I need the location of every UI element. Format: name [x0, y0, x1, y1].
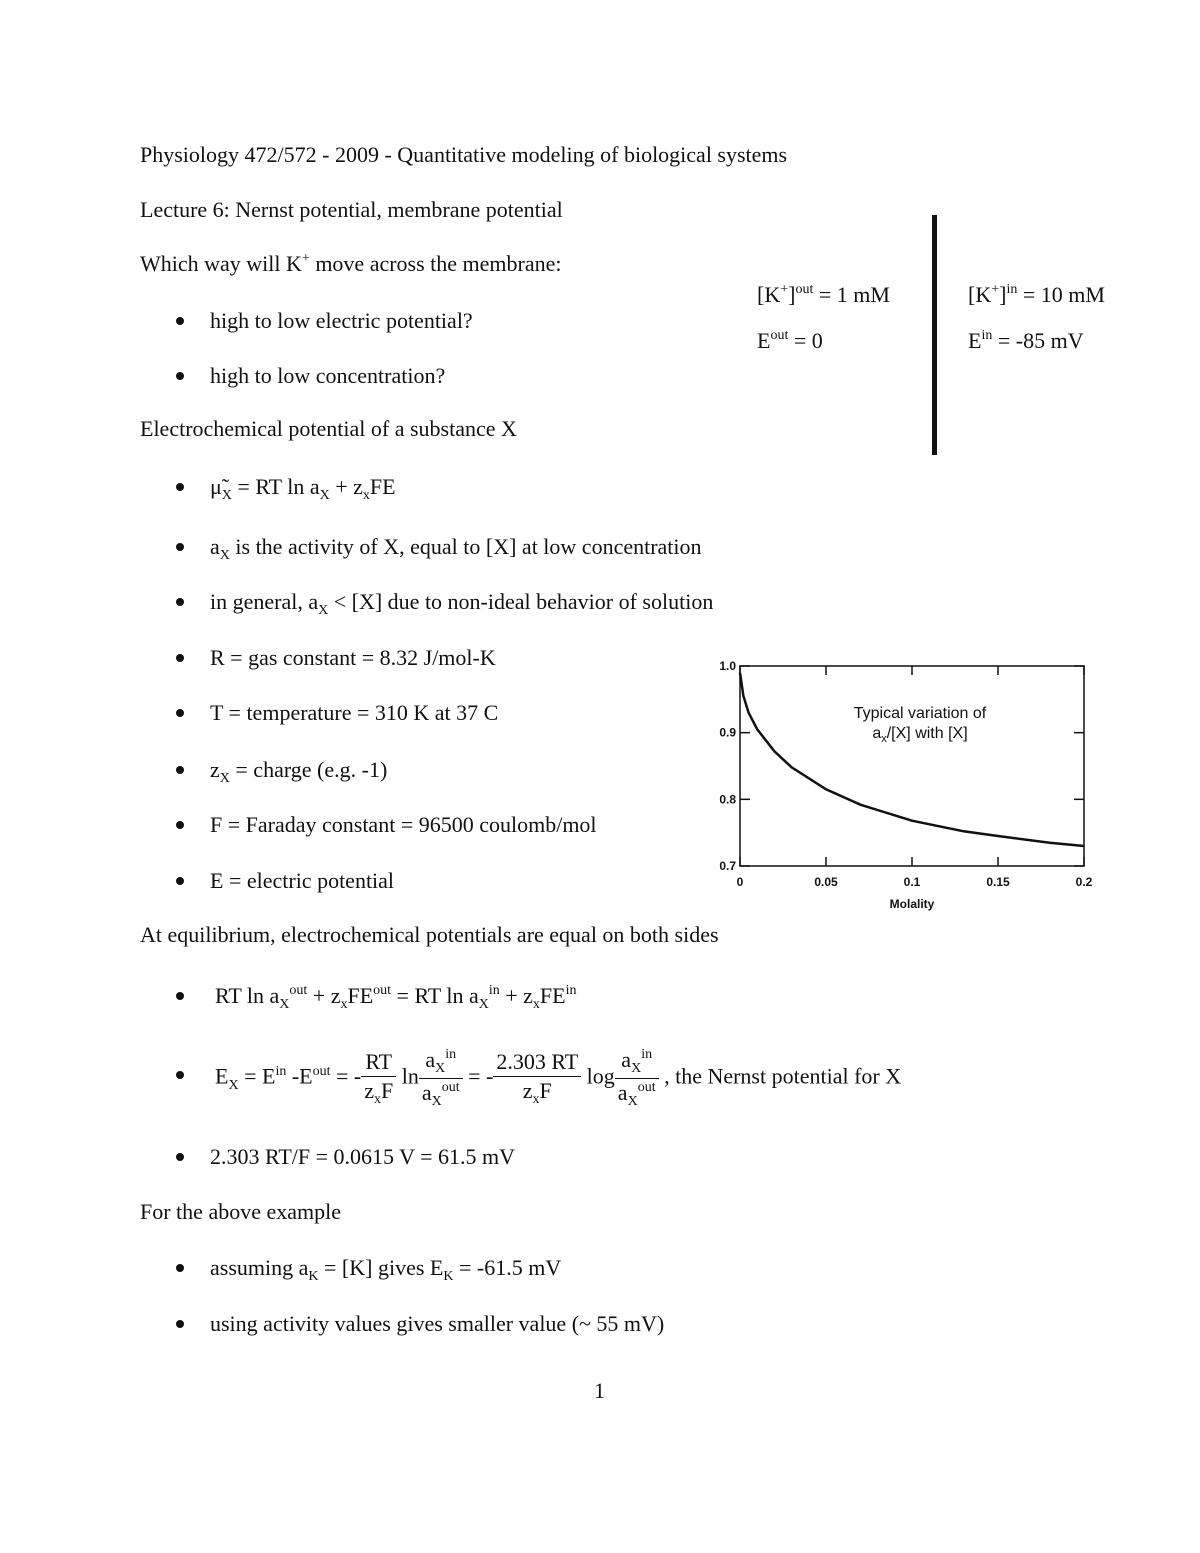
equilibrium-heading: At equilibrium, electrochemical potentials are equal on both sides	[140, 922, 719, 947]
page-number: 1	[594, 1378, 605, 1403]
chart-title-line2: $a_x/[X]$ with [X]	[872, 725, 968, 745]
bullet-icon	[176, 654, 184, 662]
x-tick-label: 0	[736, 875, 744, 889]
eq-equilibrium: RT $\ln a_X^{out} + z_xFE^{out}$ = RT $\ln a_X^{in} + z_xFE^{in}$	[215, 983, 577, 1012]
in-concentration: $[K^+]^{in} = 10$ mM	[968, 282, 1105, 307]
fraction-rt-over-zf: $\frac{RT}{z_xF}$	[361, 1048, 396, 1109]
bullet-icon	[176, 709, 184, 717]
eq-electrochemical-potential: $\mũ_X$ = RT $\ln a_X + z_xFE$	[210, 474, 396, 503]
bullet-icon	[176, 543, 184, 551]
bullet-icon	[176, 598, 184, 606]
fraction-2303rt-over-zf: $\frac{2.303 RT}{z_xF}$	[493, 1048, 581, 1109]
question-suffix: move across the membrane:	[309, 251, 562, 276]
activity-chart	[700, 650, 1100, 920]
in-potential: $E^{in} = -85$ mV	[968, 328, 1084, 353]
faraday-constant: F = Faraday constant = 96500 coulomb/mol	[210, 812, 597, 837]
lecture-title: Lecture 6: Nernst potential, membrane potential	[140, 197, 563, 222]
example-assumption: assuming $a_K = [K]$ gives $E_K = -61.5$ mV	[210, 1255, 562, 1284]
out-concentration: $[K^+]^{out} = 1$ mM	[757, 282, 890, 307]
x-tick-label: 0.2	[1075, 875, 1093, 889]
bullet-icon	[176, 317, 184, 325]
out-potential: $E^{out} = 0$	[757, 328, 823, 353]
bullet-icon	[176, 1264, 184, 1272]
option-electric: high to low electric potential?	[210, 308, 473, 333]
bullet-icon	[176, 766, 184, 774]
electric-potential: E = electric potential	[210, 868, 395, 893]
constant-value: 2.303 RT/F = 0.0615 V = 61.5 mV	[210, 1144, 516, 1169]
question-text	[140, 251, 562, 281]
series-curve	[740, 673, 1084, 846]
temperature: T = temperature = 310 K at 37 C	[210, 700, 499, 725]
eq-nernst: $E_X = E^{in}$ $-E^{out}$ = - $\frac{RT}{z_xF}$ ln $\frac{a_X^{in}}{a_X^{out}}$ = - $\frac{2.303 RT}{z_xF}$ log $\frac{a_X^{in}}{a_X^{out}}$ , the Nernst potential for X	[215, 1047, 902, 1109]
bullet-icon	[176, 1071, 184, 1079]
bullet-icon	[176, 1320, 184, 1328]
activity-def: $a_X$ is the activity of X, equal to [X] at low concentration	[210, 534, 702, 563]
y-tick-label: 0.9	[719, 725, 736, 740]
question-sup: +	[301, 251, 310, 266]
x-tick-label: 0.05	[814, 875, 838, 889]
question-prefix: Which way will K	[140, 251, 302, 276]
bullet-icon	[176, 1153, 184, 1161]
bullet-icon	[176, 821, 184, 829]
fraction-activity-ratio: $\frac{a_X^{in}}{a_X^{out}}$	[419, 1046, 463, 1111]
y-tick-label: 0.8	[719, 792, 736, 807]
bullet-icon	[176, 877, 184, 885]
fraction-activity-ratio-log: $\frac{a_X^{in}}{a_X^{out}}$	[615, 1046, 659, 1111]
y-tick-label: 0.7	[719, 859, 736, 873]
bullet-icon	[176, 372, 184, 380]
electrochem-heading: Electrochemical potential of a substance X	[140, 416, 517, 441]
example-heading: For the above example	[140, 1199, 341, 1224]
option-concentration: high to low concentration?	[210, 363, 446, 388]
course-title: Physiology 472/572 - 2009 - Quantitative modeling of biological systems	[140, 142, 788, 167]
x-tick-label: 0.1	[903, 875, 921, 889]
membrane-line	[932, 215, 937, 455]
y-tick-label: 1.0	[719, 659, 736, 673]
activity-nonideal: in general, $a_X < [X]$ due to non-ideal behavior of solution	[210, 589, 714, 618]
charge: $z_X$ = charge (e.g. -1)	[210, 757, 388, 786]
bullet-icon	[176, 483, 184, 491]
x-tick-label: 0.15	[986, 875, 1010, 889]
x-axis-label: Molality	[889, 897, 935, 911]
example-activity: using activity values gives smaller value (~ 55 mV)	[210, 1311, 665, 1336]
gas-constant: R = gas constant = 8.32 J/mol-K	[210, 645, 496, 670]
chart-title: Typical variation of	[853, 705, 987, 722]
bullet-icon	[176, 992, 184, 1000]
